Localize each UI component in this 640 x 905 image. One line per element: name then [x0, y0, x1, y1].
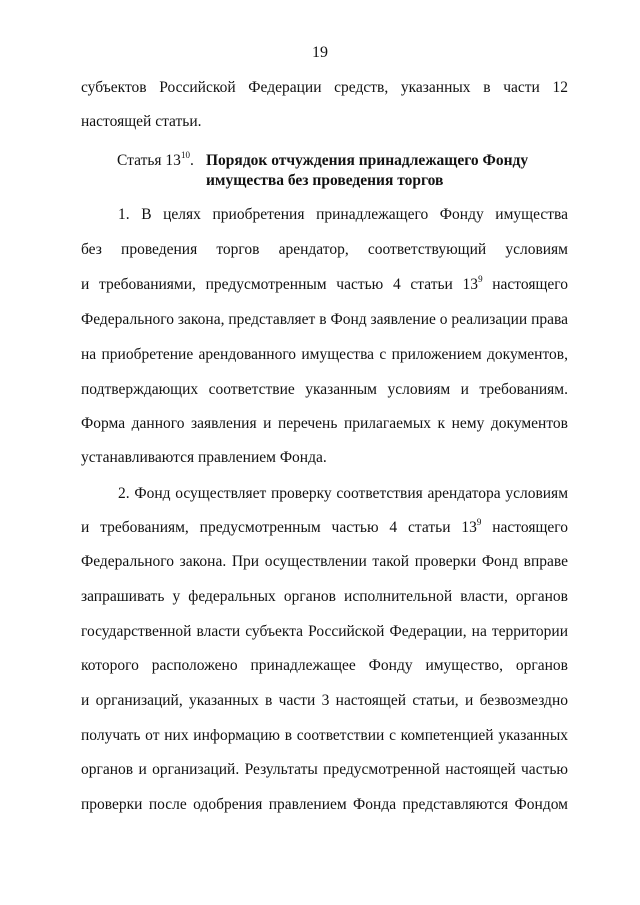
text-line: Федерального закона. При осуществлении такой проверки Фонд вправе	[81, 553, 568, 570]
text-line: настоящей статьи.	[81, 113, 202, 130]
text-line: подтверждающих соответствие указанным условиям и требованиям.	[81, 381, 568, 398]
text-line: органов и организаций. Результаты предусмотренной настоящей частью	[81, 761, 568, 778]
text-line: без проведения торгов арендатор, соответствующий условиям	[81, 241, 568, 258]
article-title-line: Порядок отчуждения принадлежащего Фонду	[206, 152, 529, 169]
text-line: 1. В целях приобретения принадлежащего Фонду имущества	[118, 206, 568, 223]
text-line: 2. Фонд осуществляет проверку соответствия арендатора условиям	[118, 485, 568, 502]
article-label: Статья $13^{10}$.	[117, 150, 194, 169]
text-line: получать от них информацию в соответствии с компетенцией указанных	[81, 727, 568, 744]
page-number: 19	[312, 44, 328, 61]
text-line: запрашивать у федеральных органов исполнительной власти, органов	[81, 588, 568, 605]
text-line: субъектов Российской Федерации средств, указанных в части 12	[81, 79, 568, 96]
article-title-line: имущества без проведения торгов	[206, 172, 444, 189]
text-line: и организаций, указанных в части 3 настоящей статьи, и безвозмездно	[81, 692, 568, 709]
text-line: устанавливаются правлением Фонда.	[81, 449, 327, 466]
text-line: государственной власти субъекта Российской Федерации, на территории	[81, 623, 568, 640]
text-line: которого расположено принадлежащее Фонду имущество, органов	[81, 657, 568, 674]
text-line-with-superscript: и требованиями, предусмотренным частью 4 статьи $13^9$ настоящего	[81, 274, 568, 293]
text-line: Форма данного заявления и перечень прилагаемых к нему документов	[81, 415, 568, 432]
text-line: проверки после одобрения правлением Фонда представляются Фондом	[81, 796, 568, 813]
text-line-with-superscript: и требованиям, предусмотренным частью 4 статьи $13^9$ настоящего	[81, 517, 568, 536]
text-line: на приобретение арендованного имущества с приложением документов,	[81, 346, 568, 363]
text-line: Федерального закона, представляет в Фонд заявление о реализации права	[81, 311, 568, 328]
